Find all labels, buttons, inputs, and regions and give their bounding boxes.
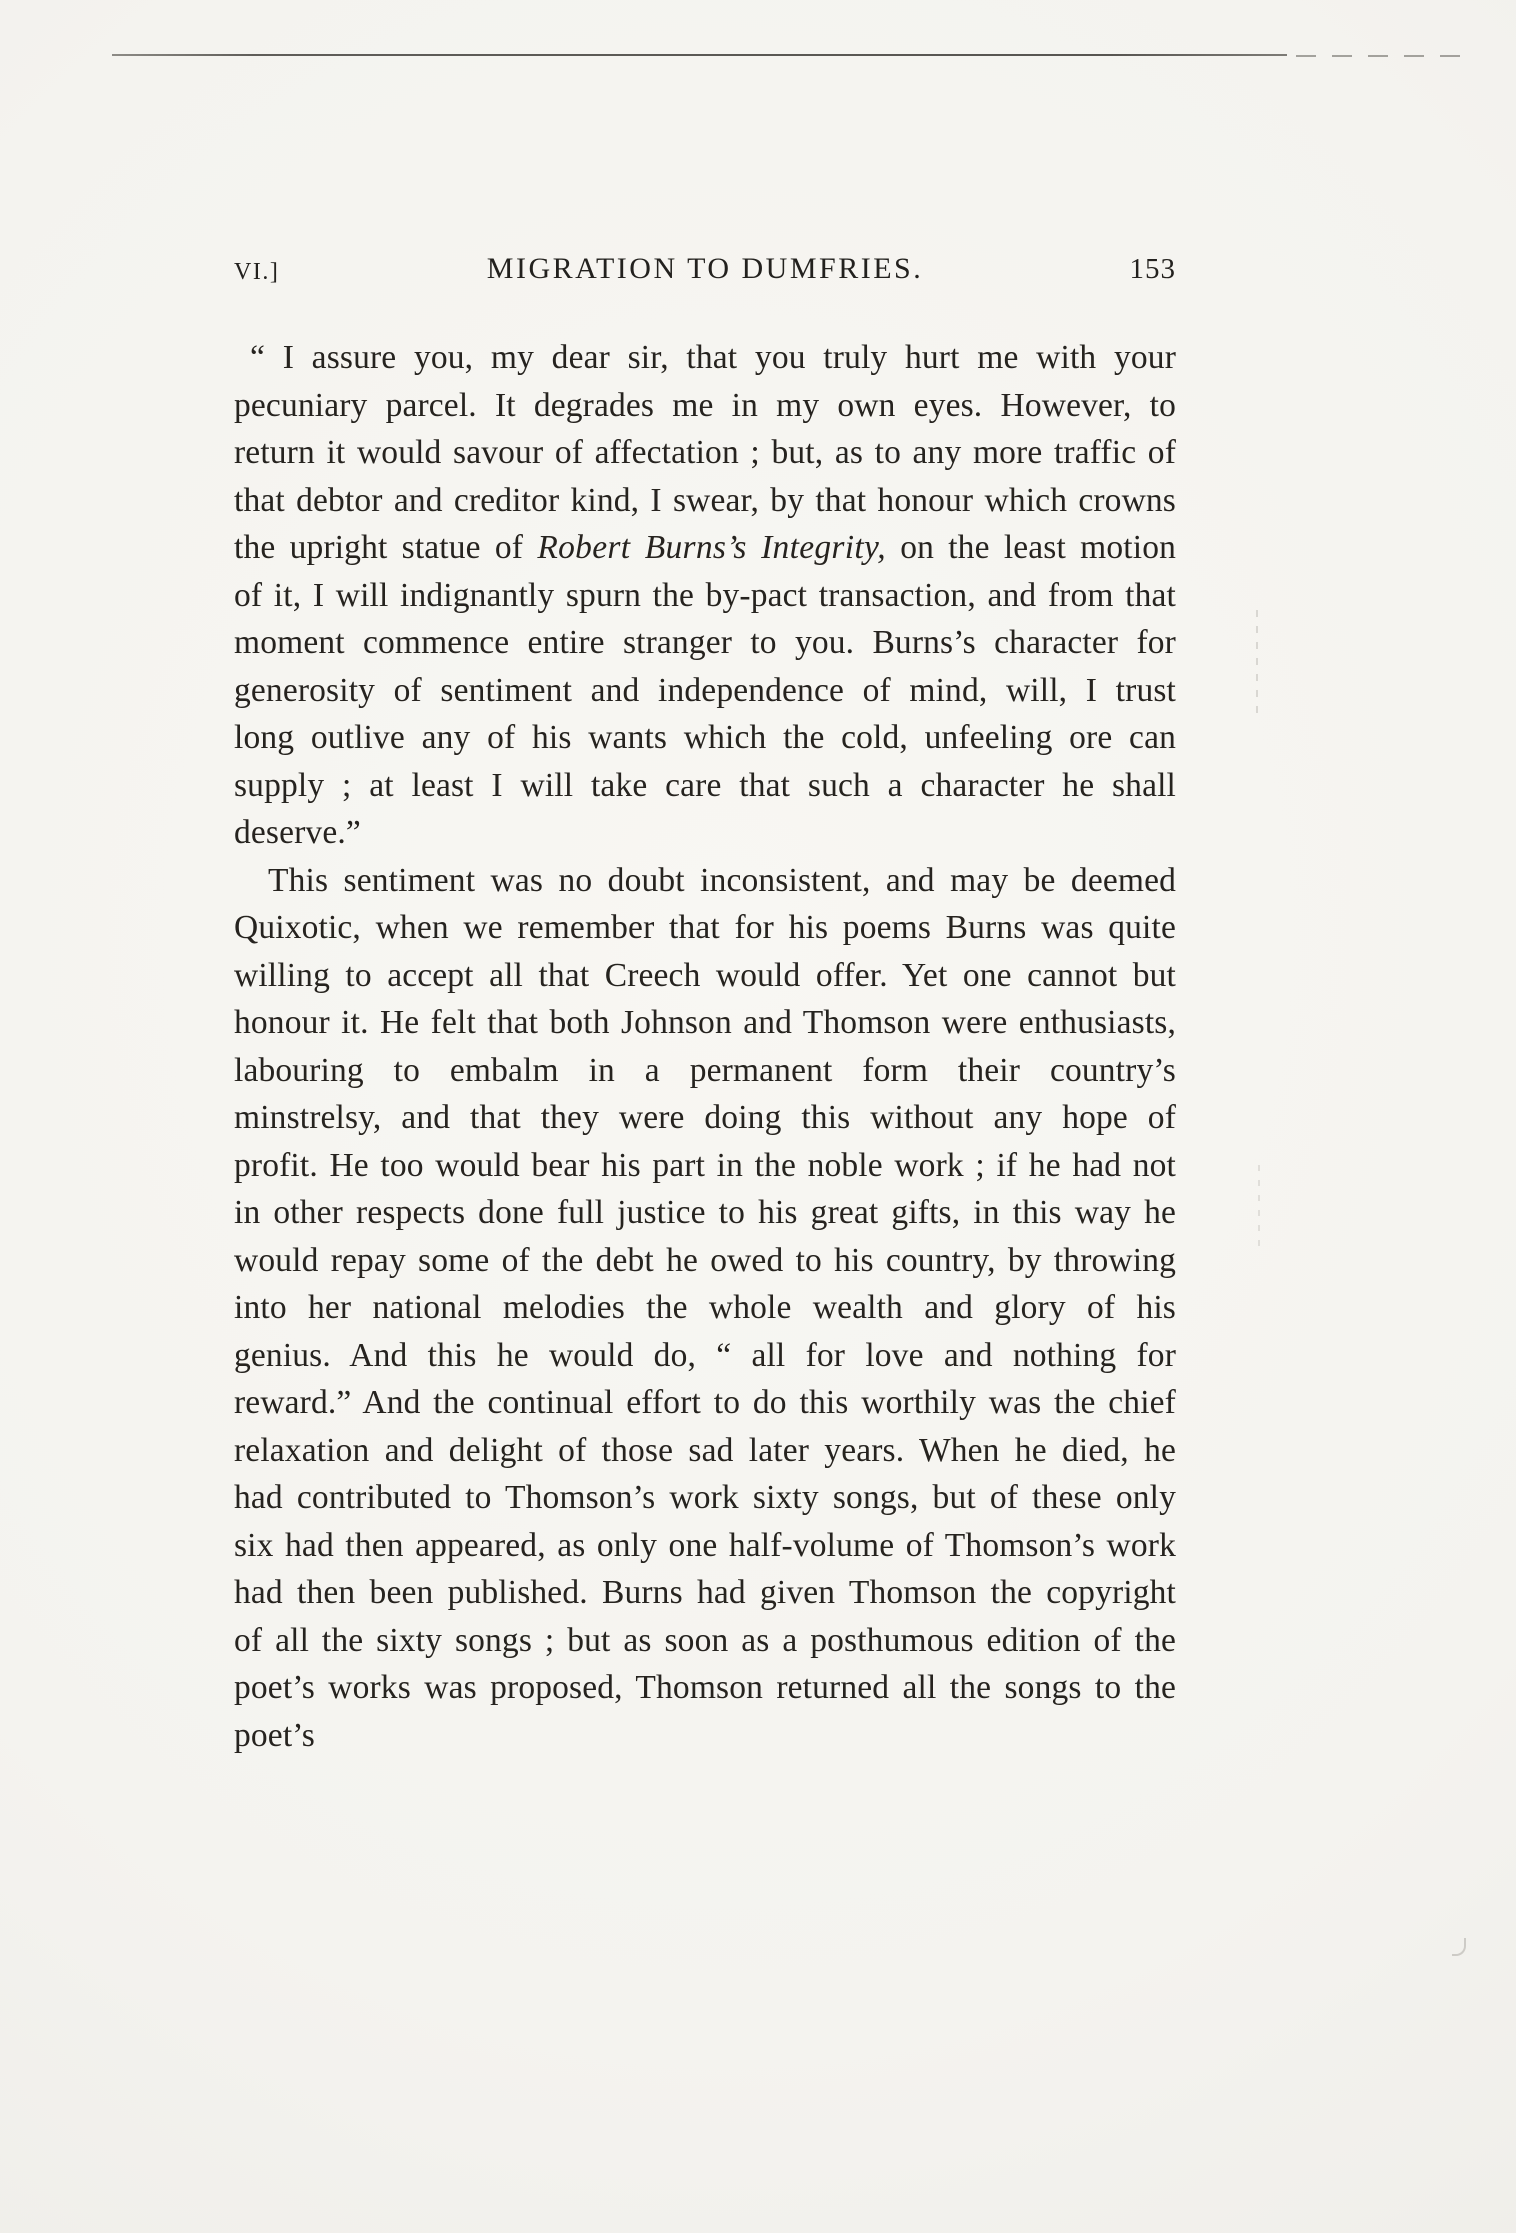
quote-text-after: on the least motion of it, I will indignantly spurn the by-pact transaction, and from that moment commence entire stranger to you. Burns’s character for generosity of sentiment and independence of mind, will, I trust long outlive any of his wants which the cold, unfeeling ore can supply ; at least I will take care that such a character he shall deserve.” (234, 529, 1177, 851)
quote-text-before: “ I assure you, my dear sir, that you truly hurt me with your pecuniary parcel. It degrades me in my own eyes. However, to return it would savour of affectation ; but, as to any more traffic of that debtor and creditor kind, I swear, by that honour which crowns the upright statue of (234, 339, 1176, 566)
scan-artifact (1258, 1165, 1260, 1255)
paragraph-quote (234, 334, 1176, 857)
scan-artifact (1452, 1938, 1466, 1956)
chapter-marker: VI.] (234, 259, 280, 285)
text-block (234, 252, 1176, 1759)
top-rule-dashes (1296, 55, 1466, 57)
page-header (234, 252, 1176, 292)
scan-artifact (1256, 610, 1258, 720)
running-title: MIGRATION TO DUMFRIES. (486, 252, 924, 285)
page-number: 153 (1129, 253, 1176, 285)
top-rule (112, 54, 1287, 56)
italic-phrase: Robert Burns’s Integrity, (537, 529, 886, 566)
paragraph-body: This sentiment was no doubt inconsistent, and may be deemed Quixotic, when we remember that for his poems Burns was quite willing to accept all that Creech would offer. Yet one cannot but honour it. He felt that both Johnson and Thomson were enthusiasts, labouring to embalm in a permanent form their country’s minstrelsy, and that they were doing this without any hope of profit. He too would bear his part in the noble work ; if he had not in other respects done full justice to his great gifts, in this way he would repay some of the debt he owed to his country, by throwing into her national melodies the whole wealth and glory of his genius. And this he would do, “ all for love and nothing for reward.” And the continual effort to do this worthily was the chief relaxation and delight of those sad later years. When he died, he had contributed to Thomson’s work sixty songs, but of these only six had then appeared, as only one half-volume of Thomson’s work had then been published. Burns had given Thomson the copyright of all the sixty songs ; but as soon as a posthumous edition of the poet’s works was proposed, Thomson returned all the songs to the poet’s (234, 861, 1176, 1754)
